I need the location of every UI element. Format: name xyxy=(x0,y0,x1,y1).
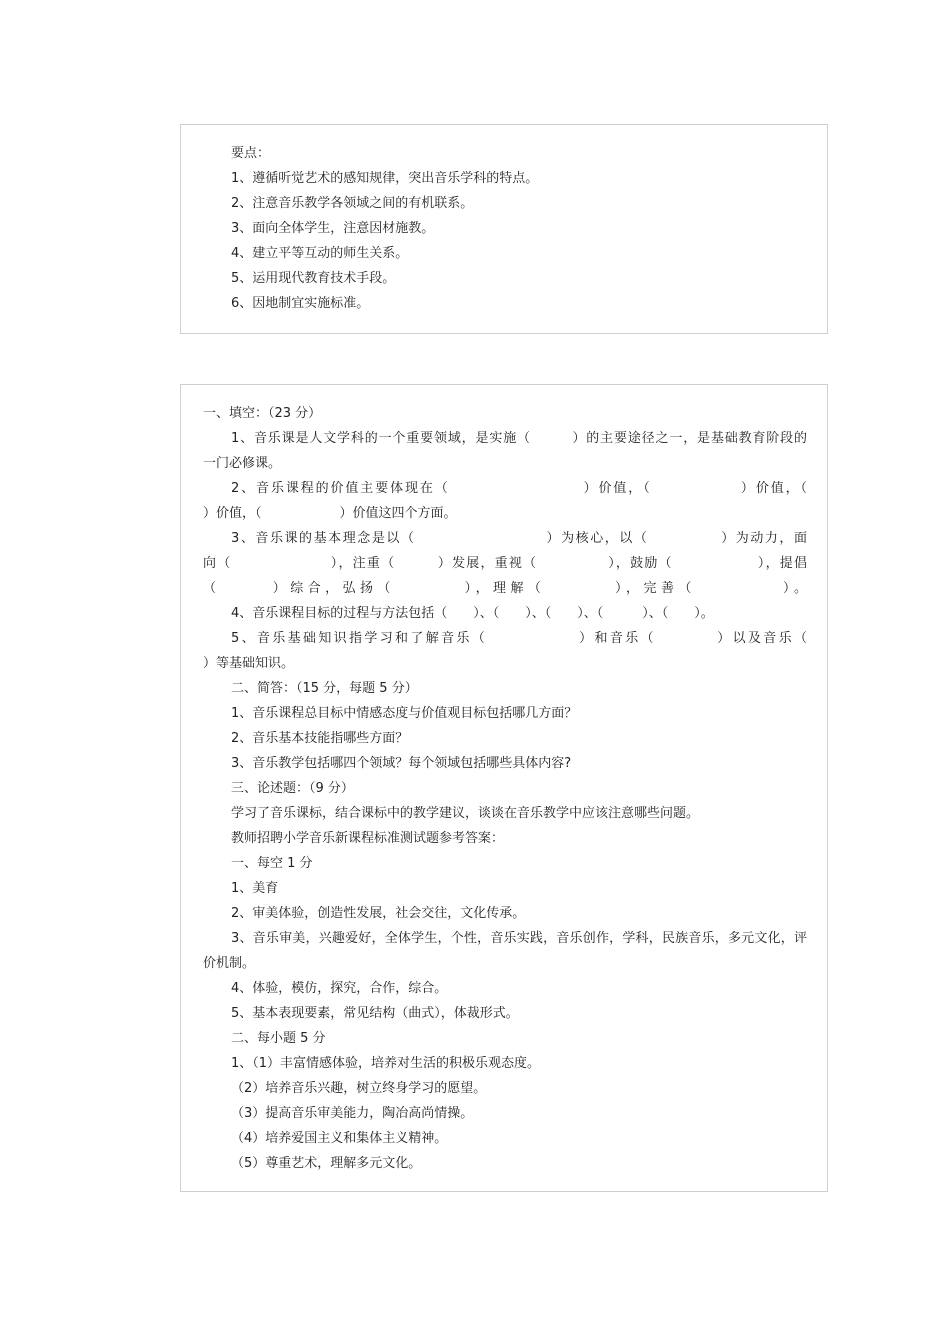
answer-section-heading: 一、每空 1 分 xyxy=(231,856,313,871)
question-text: ）价值，（ ）价值这四个方面。 xyxy=(203,506,457,521)
question-text: 一门必修课。 xyxy=(203,456,282,471)
answer-text: 4、体验，模仿，探究，合作，综合。 xyxy=(231,981,448,996)
answer-text: （2）培养音乐兴趣，树立终身学习的愿望。 xyxy=(231,1081,487,1096)
answer-text: 1、（1）丰富情感体验，培养对生活的积极乐观态度。 xyxy=(231,1056,541,1071)
question-text: 4、音乐课程目标的过程与方法包括（ ）、（ ）、（ ）、（ ）、（ ）。 xyxy=(231,606,714,621)
summary-item: 4、建立平等互动的师生关系。 xyxy=(231,246,409,261)
summary-item: 3、面向全体学生，注意因材施教。 xyxy=(231,221,435,236)
answer-text: （5）尊重艺术，理解多元文化。 xyxy=(231,1156,422,1171)
answer-text: 2、审美体验，创造性发展，社会交往，文化传承。 xyxy=(231,906,526,921)
summary-item: 6、因地制宜实施标准。 xyxy=(231,296,370,311)
question-text: 2、音乐基本技能指哪些方面？ xyxy=(231,731,409,746)
question-text: 1、音乐课是人文学科的一个重要领域，是实施（ ）的主要途径之一，是基础教育阶段的 xyxy=(231,431,807,446)
section-heading: 三、论述题：（9 分） xyxy=(231,781,354,796)
question-text: 2、音乐课程的价值主要体现在（ ）价值，（ ）价值，（ xyxy=(231,481,807,496)
answers-heading: 教师招聘小学音乐新课程标准测试题参考答案： xyxy=(231,831,505,846)
question-text: 1、音乐课程总目标中情感态度与价值观目标包括哪几方面？ xyxy=(231,706,578,721)
exam-box xyxy=(180,384,828,1192)
answer-text: 3、音乐审美，兴趣爱好，全体学生，个性，音乐实践，音乐创作，学科，民族音乐，多元文化，评 xyxy=(231,931,807,946)
answer-text: （3）提高音乐审美能力，陶冶高尚情操。 xyxy=(231,1106,474,1121)
answer-text: 价机制。 xyxy=(203,956,256,971)
answer-text: 5、基本表现要素，常见结构（曲式），体裁形式。 xyxy=(231,1006,519,1021)
question-text: 向（ ），注重（ ）发展，重视（ ），鼓励（ ），提倡 xyxy=(203,556,807,571)
summary-title: 要点： xyxy=(231,146,271,161)
question-text: 5、音乐基础知识指学习和了解音乐（ ）和音乐（ ）以及音乐（ xyxy=(231,631,807,646)
answer-text: （4）培养爱国主义和集体主义精神。 xyxy=(231,1131,448,1146)
question-text: ）等基础知识。 xyxy=(203,656,295,671)
section-heading: 二、简答：（15 分，每题 5 分） xyxy=(231,681,418,696)
question-text: 3、音乐教学包括哪四个领域？每个领域包括哪些具体内容? xyxy=(231,756,572,771)
answer-section-heading: 二、每小题 5 分 xyxy=(231,1031,326,1046)
question-text: 学习了音乐课标，结合课标中的教学建议，谈谈在音乐教学中应该注意哪些问题。 xyxy=(231,806,700,821)
section-heading: 一、填空：（23 分） xyxy=(203,406,322,421)
summary-box xyxy=(180,124,828,334)
answer-text: 1、美育 xyxy=(231,881,279,896)
question-text: 3、音乐课的基本理念是以（ ）为核心，以（ ）为动力，面 xyxy=(231,531,807,546)
summary-item: 2、注意音乐教学各领域之间的有机联系。 xyxy=(231,196,474,211)
question-text: （ ）综合，弘扬（ ），理解（ ），完善（ ）。 xyxy=(203,581,807,596)
summary-item: 1、遵循听觉艺术的感知规律，突出音乐学科的特点。 xyxy=(231,171,539,186)
summary-item: 5、运用现代教育技术手段。 xyxy=(231,271,396,286)
